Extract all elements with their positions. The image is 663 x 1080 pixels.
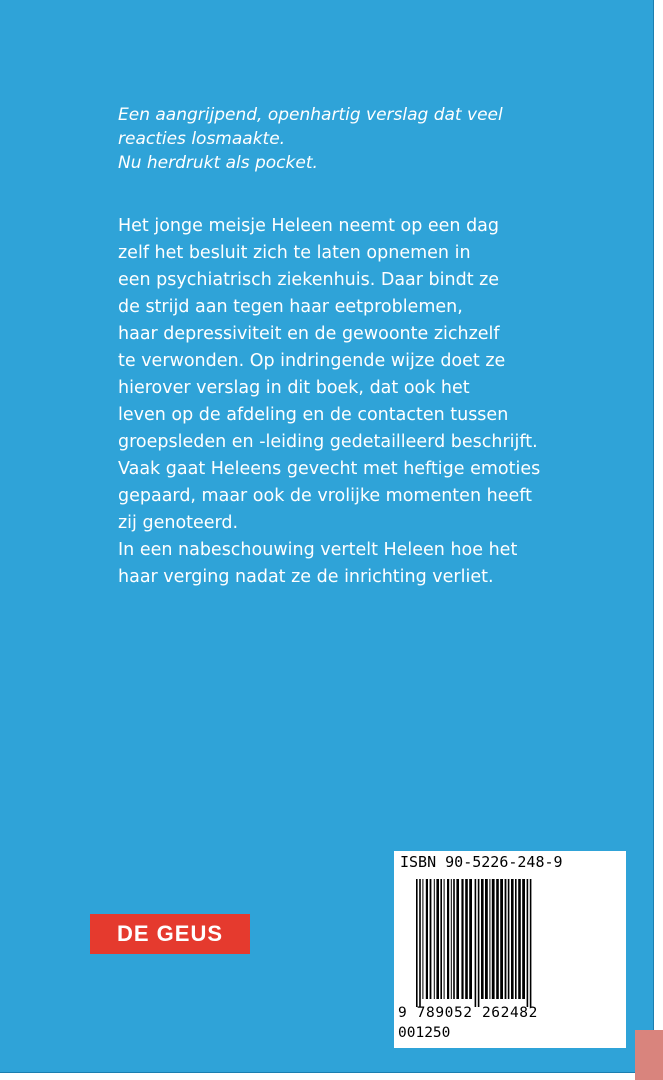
barcode-bar [522,879,525,999]
barcode-bar [447,879,449,999]
description-line: een psychiatrisch ziekenhuis. Daar bindt ze [118,270,500,290]
barcode-bar [489,879,490,999]
barcode-bar [456,879,459,999]
barcode-bar [419,879,421,1007]
description-line: groepsleden en -leiding gedetailleerd beschrijft. [118,432,538,452]
barcode-bar [451,879,452,999]
description-line: gepaard, maar ook de vrolijke momenten heeft [118,486,532,506]
description-line: In een nabeschouwing vertelt Heleen hoe het [118,540,518,560]
ean-number: 9 789052 262482 [398,1005,538,1021]
description-line: zelf het besluit zich te laten opnemen in [118,243,471,263]
description-line: Vaak gaat Heleens gevecht met heftige emoties [118,459,541,479]
intro-line: Nu herdrukt als pocket. [118,153,318,173]
barcode-bar [444,879,445,999]
barcode-bar [475,879,477,1007]
isbn-label: ISBN 90-5226-248-9 [400,853,563,871]
barcode-bar [426,879,428,999]
description-line: haar verging nadat ze de inrichting verliet. [118,567,494,587]
intro-line: reacties losmaakte. [118,129,286,149]
barcode-bar [461,879,463,999]
barcode-bar [500,879,503,999]
barcode-bar [508,879,510,999]
barcode-bar [481,879,484,999]
barcode-sticker [394,851,626,1048]
barcode-bar [492,879,495,999]
description-line: Het jonge meisje Heleen neemt op een dag [118,216,500,236]
barcode-bar [434,879,435,999]
price-code: 001250 [398,1025,451,1041]
barcode-bar [485,879,488,999]
publisher-name: DE GEUS [116,921,224,946]
barcode-bar [430,879,432,999]
barcode-bar [530,879,532,1007]
description-line: leven op de afdeling en de contacten tussen [118,405,509,425]
barcode-bar [496,879,499,999]
description-line: hierover verslag in dit boek, dat ook het [118,378,470,398]
barcode-graphic [412,879,612,1007]
barcode-bar [515,879,517,999]
barcode-bar [505,879,507,999]
intro-blurb [118,103,558,175]
barcode-bar [422,879,423,999]
price-sticker-edge [635,1030,663,1080]
barcode-bar [478,879,480,1007]
barcode-bar [436,879,439,999]
description-line: zij genoteerd. [118,513,239,533]
barcode-bar [465,879,468,999]
barcode-bar [416,879,418,1007]
barcode-bar [527,879,529,1007]
barcode-bar [511,879,514,999]
barcode-bar [518,879,521,999]
publisher-logo [90,914,250,954]
barcode-bar [440,879,442,999]
description-paragraph [118,213,618,591]
description-line: de strijd aan tegen haar eetproblemen, [118,297,463,317]
barcode-bar [453,879,455,999]
barcode-bar [469,879,472,999]
description-line: te verwonden. Op indringende wijze doet ze [118,351,506,371]
intro-line: Een aangrijpend, openhartig verslag dat veel [118,105,503,125]
barcode-bars [412,879,612,1009]
description-line: haar depressiviteit en de gewoonte zichzelf [118,324,500,344]
